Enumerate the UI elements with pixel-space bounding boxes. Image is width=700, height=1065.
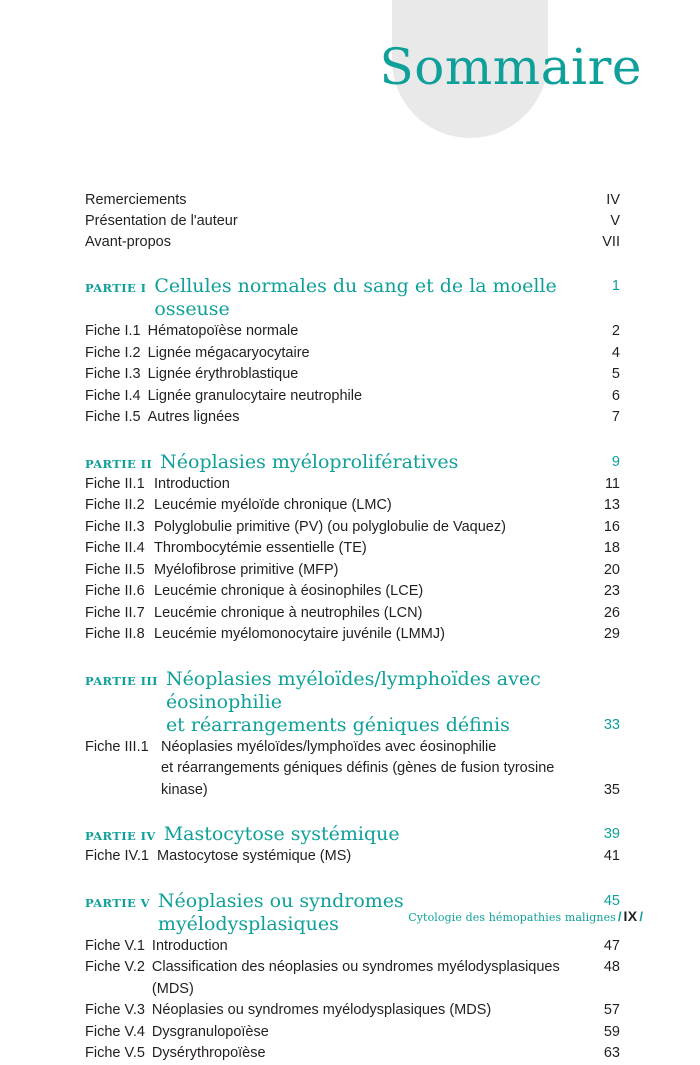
fiche-title: Classification des néoplasies ou syndromes myélodysplasiques (MDS) <box>151 959 560 997</box>
part-kicker: PARTIE III <box>85 673 158 688</box>
fiche-page: 41 <box>603 848 620 864</box>
part-page: 9 <box>611 453 620 470</box>
toc-entry-page: IV <box>606 192 620 208</box>
toc-entry-presentation-auteur[interactable] <box>85 211 620 232</box>
toc-part-4 <box>85 823 620 868</box>
toc-entry-avant-propos[interactable] <box>85 232 620 253</box>
fiche-id: Fiche I.2 <box>85 344 141 361</box>
toc-part-2 <box>85 451 620 646</box>
fiche-title: Leucémie myélomonocytaire juvénile (LMMJ) <box>154 626 445 642</box>
fiche-id: Fiche III.1 <box>85 738 149 755</box>
fiche-id: Fiche II.5 <box>85 561 145 578</box>
fiche-id: Fiche V.3 <box>85 1002 145 1018</box>
part-heading-text <box>85 451 580 474</box>
fiche-title: Introduction <box>151 937 228 954</box>
toc-part-1 <box>85 275 620 429</box>
fiche-title: Introduction <box>154 475 230 492</box>
part-heading-text <box>85 275 580 321</box>
fiche-title: Leucémie chronique à neutrophiles (LCN) <box>154 604 423 621</box>
footer-folio: IX <box>623 908 638 924</box>
fiche-id: Fiche I.3 <box>85 366 141 382</box>
toc-fiche-row[interactable] <box>85 474 620 496</box>
fiche-id: Fiche II.8 <box>85 626 145 642</box>
fiche-page: 7 <box>611 409 620 425</box>
toc-fiche-row[interactable] <box>85 364 620 386</box>
toc-fiche-row[interactable] <box>85 538 620 560</box>
toc-fiche-row[interactable] <box>85 936 620 958</box>
toc-fiche-row[interactable] <box>85 517 620 539</box>
fiche-id: Fiche V.2 <box>85 959 145 975</box>
fiche-page: 6 <box>611 387 620 404</box>
fiche-id: Fiche IV.1 <box>85 848 149 864</box>
fiche-title-line-1: Néoplasies myéloïdes/lymphoïdes avec éosinophilie <box>161 738 497 755</box>
page-header <box>0 0 700 160</box>
fiche-page: 11 <box>604 475 620 492</box>
fiche-id: Fiche V.4 <box>85 1023 145 1040</box>
part-heading-text <box>85 823 580 846</box>
fiche-title: Leucémie chronique à éosinophiles (LCE) <box>154 583 424 599</box>
fiche-page: 59 <box>603 1023 620 1040</box>
fiche-page: 57 <box>603 1002 620 1018</box>
fiche-page: 18 <box>603 540 620 556</box>
fiche-id: Fiche I.4 <box>85 387 141 404</box>
part-title: Mastocytose systémique <box>163 823 400 845</box>
part-heading-text <box>85 668 580 737</box>
fiche-title: Dysérythropoïèse <box>151 1045 266 1061</box>
fiche-title: Lignée érythroblastique <box>147 366 299 382</box>
fiche-title: Néoplasies ou syndromes myélodysplasiques (MDS) <box>151 1002 492 1018</box>
fiche-page: 5 <box>611 366 620 382</box>
toc-part-3 <box>85 668 620 802</box>
part-page: 33 <box>603 716 620 733</box>
fiche-id: Fiche II.6 <box>85 583 145 599</box>
part-kicker: PARTIE V <box>85 895 150 910</box>
toc-fiche-row[interactable] <box>85 603 620 625</box>
toc-entry-label: Présentation de l'auteur <box>85 213 238 229</box>
fiche-page: 29 <box>603 626 620 642</box>
toc-fiche-row[interactable] <box>85 407 620 429</box>
toc-entry-page: V <box>610 213 620 229</box>
part-title-line-2: et réarrangements géniques définis <box>165 713 510 736</box>
part-page: 45 <box>603 892 620 909</box>
footer-slash-right: / <box>639 909 643 924</box>
fiche-title: Autres lignées <box>147 409 240 425</box>
toc-entry-page: VII <box>602 234 620 250</box>
part-page: 39 <box>603 826 620 842</box>
fiche-page: 4 <box>611 344 620 361</box>
fiche-id: Fiche V.1 <box>85 937 145 954</box>
toc-fiche-row[interactable] <box>85 560 620 582</box>
toc-fiche-row[interactable] <box>85 321 620 343</box>
fiche-page: 63 <box>603 1045 620 1061</box>
fiche-id: Fiche II.1 <box>85 475 145 492</box>
fiche-title: Hématopoïèse normale <box>147 323 299 339</box>
fiche-title: Polyglobulie primitive (PV) (ou polyglobulie de Vaquez) <box>154 518 506 535</box>
fiche-title: Lignée granulocytaire neutrophile <box>147 387 363 404</box>
footer-book-title: Cytologie des hémopathies malignes <box>408 911 616 924</box>
toc-fiche-row[interactable] <box>85 846 620 868</box>
front-matter-list <box>85 190 620 253</box>
fiche-page: 20 <box>603 561 620 578</box>
fiche-id: Fiche V.5 <box>85 1045 145 1061</box>
fiche-page: 35 <box>603 781 620 798</box>
fiche-id: Fiche II.2 <box>85 497 145 513</box>
fiche-title: Myélofibrose primitive (MFP) <box>154 561 339 578</box>
part-title <box>166 668 580 737</box>
part-title: Néoplasies ou syndromes myélodysplasiques <box>157 889 404 935</box>
fiche-page: 23 <box>603 583 620 599</box>
toc-fiche-row[interactable] <box>85 737 620 802</box>
toc-fiche-row[interactable] <box>85 1000 620 1022</box>
fiche-title: Dysgranulopoïèse <box>151 1023 269 1040</box>
toc-fiche-row[interactable] <box>85 386 620 408</box>
toc-entry-label: Remerciements <box>85 192 187 208</box>
part-kicker: PARTIE I <box>85 281 147 295</box>
fiche-page: 26 <box>603 604 620 621</box>
fiche-page: 2 <box>611 323 620 339</box>
toc-fiche-row[interactable] <box>85 343 620 365</box>
part-heading-4[interactable] <box>85 823 620 846</box>
fiche-title: Lignée mégacaryocytaire <box>147 344 310 361</box>
toc-fiche-row[interactable] <box>85 581 620 603</box>
toc-fiche-row[interactable] <box>85 495 620 517</box>
fiche-title <box>161 737 580 802</box>
fiche-title-line-2: et réarrangements géniques définis (gènes de fusion tyrosine kinase) <box>161 760 555 798</box>
part-heading-1[interactable] <box>85 275 620 321</box>
footer-slash-left: / <box>617 909 622 924</box>
fiche-id: Fiche II.4 <box>85 540 145 556</box>
part-title-line-1: Néoplasies myéloïdes/lymphoïdes avec éosinophilie <box>165 667 541 713</box>
part-heading-2[interactable] <box>85 451 620 474</box>
toc-entry-remerciements[interactable] <box>85 190 620 211</box>
toc-fiche-row[interactable] <box>85 957 620 1000</box>
fiche-title: Mastocytose systémique (MS) <box>157 848 352 864</box>
fiche-id: Fiche I.5 <box>85 409 141 425</box>
page-title: Sommaire <box>379 38 642 96</box>
part-kicker: PARTIE II <box>85 456 153 471</box>
toc-fiche-row[interactable] <box>85 624 620 646</box>
toc-fiche-row[interactable] <box>85 1043 620 1065</box>
fiche-page: 16 <box>603 518 620 535</box>
toc-entry-label: Avant-propos <box>85 234 171 250</box>
fiche-id: Fiche II.7 <box>85 604 145 621</box>
fiche-page: 48 <box>603 959 620 975</box>
fiche-id: Fiche I.1 <box>85 323 141 339</box>
toc-fiche-row[interactable] <box>85 1022 620 1044</box>
page-footer <box>0 908 645 924</box>
fiche-page: 13 <box>603 497 620 513</box>
part-kicker: PARTIE IV <box>85 829 156 843</box>
fiche-id: Fiche II.3 <box>85 518 145 535</box>
part-title: Cellules normales du sang et de la moelle osseuse <box>154 275 557 320</box>
fiche-title: Thrombocytémie essentielle (TE) <box>154 540 367 556</box>
part-title: Néoplasies myéloprolifératives <box>160 450 459 473</box>
table-of-contents <box>85 190 620 1065</box>
fiche-title: Leucémie myéloïde chronique (LMC) <box>154 497 392 513</box>
part-page: 1 <box>611 278 620 294</box>
part-heading-3[interactable] <box>85 668 620 737</box>
fiche-page: 47 <box>603 937 620 954</box>
